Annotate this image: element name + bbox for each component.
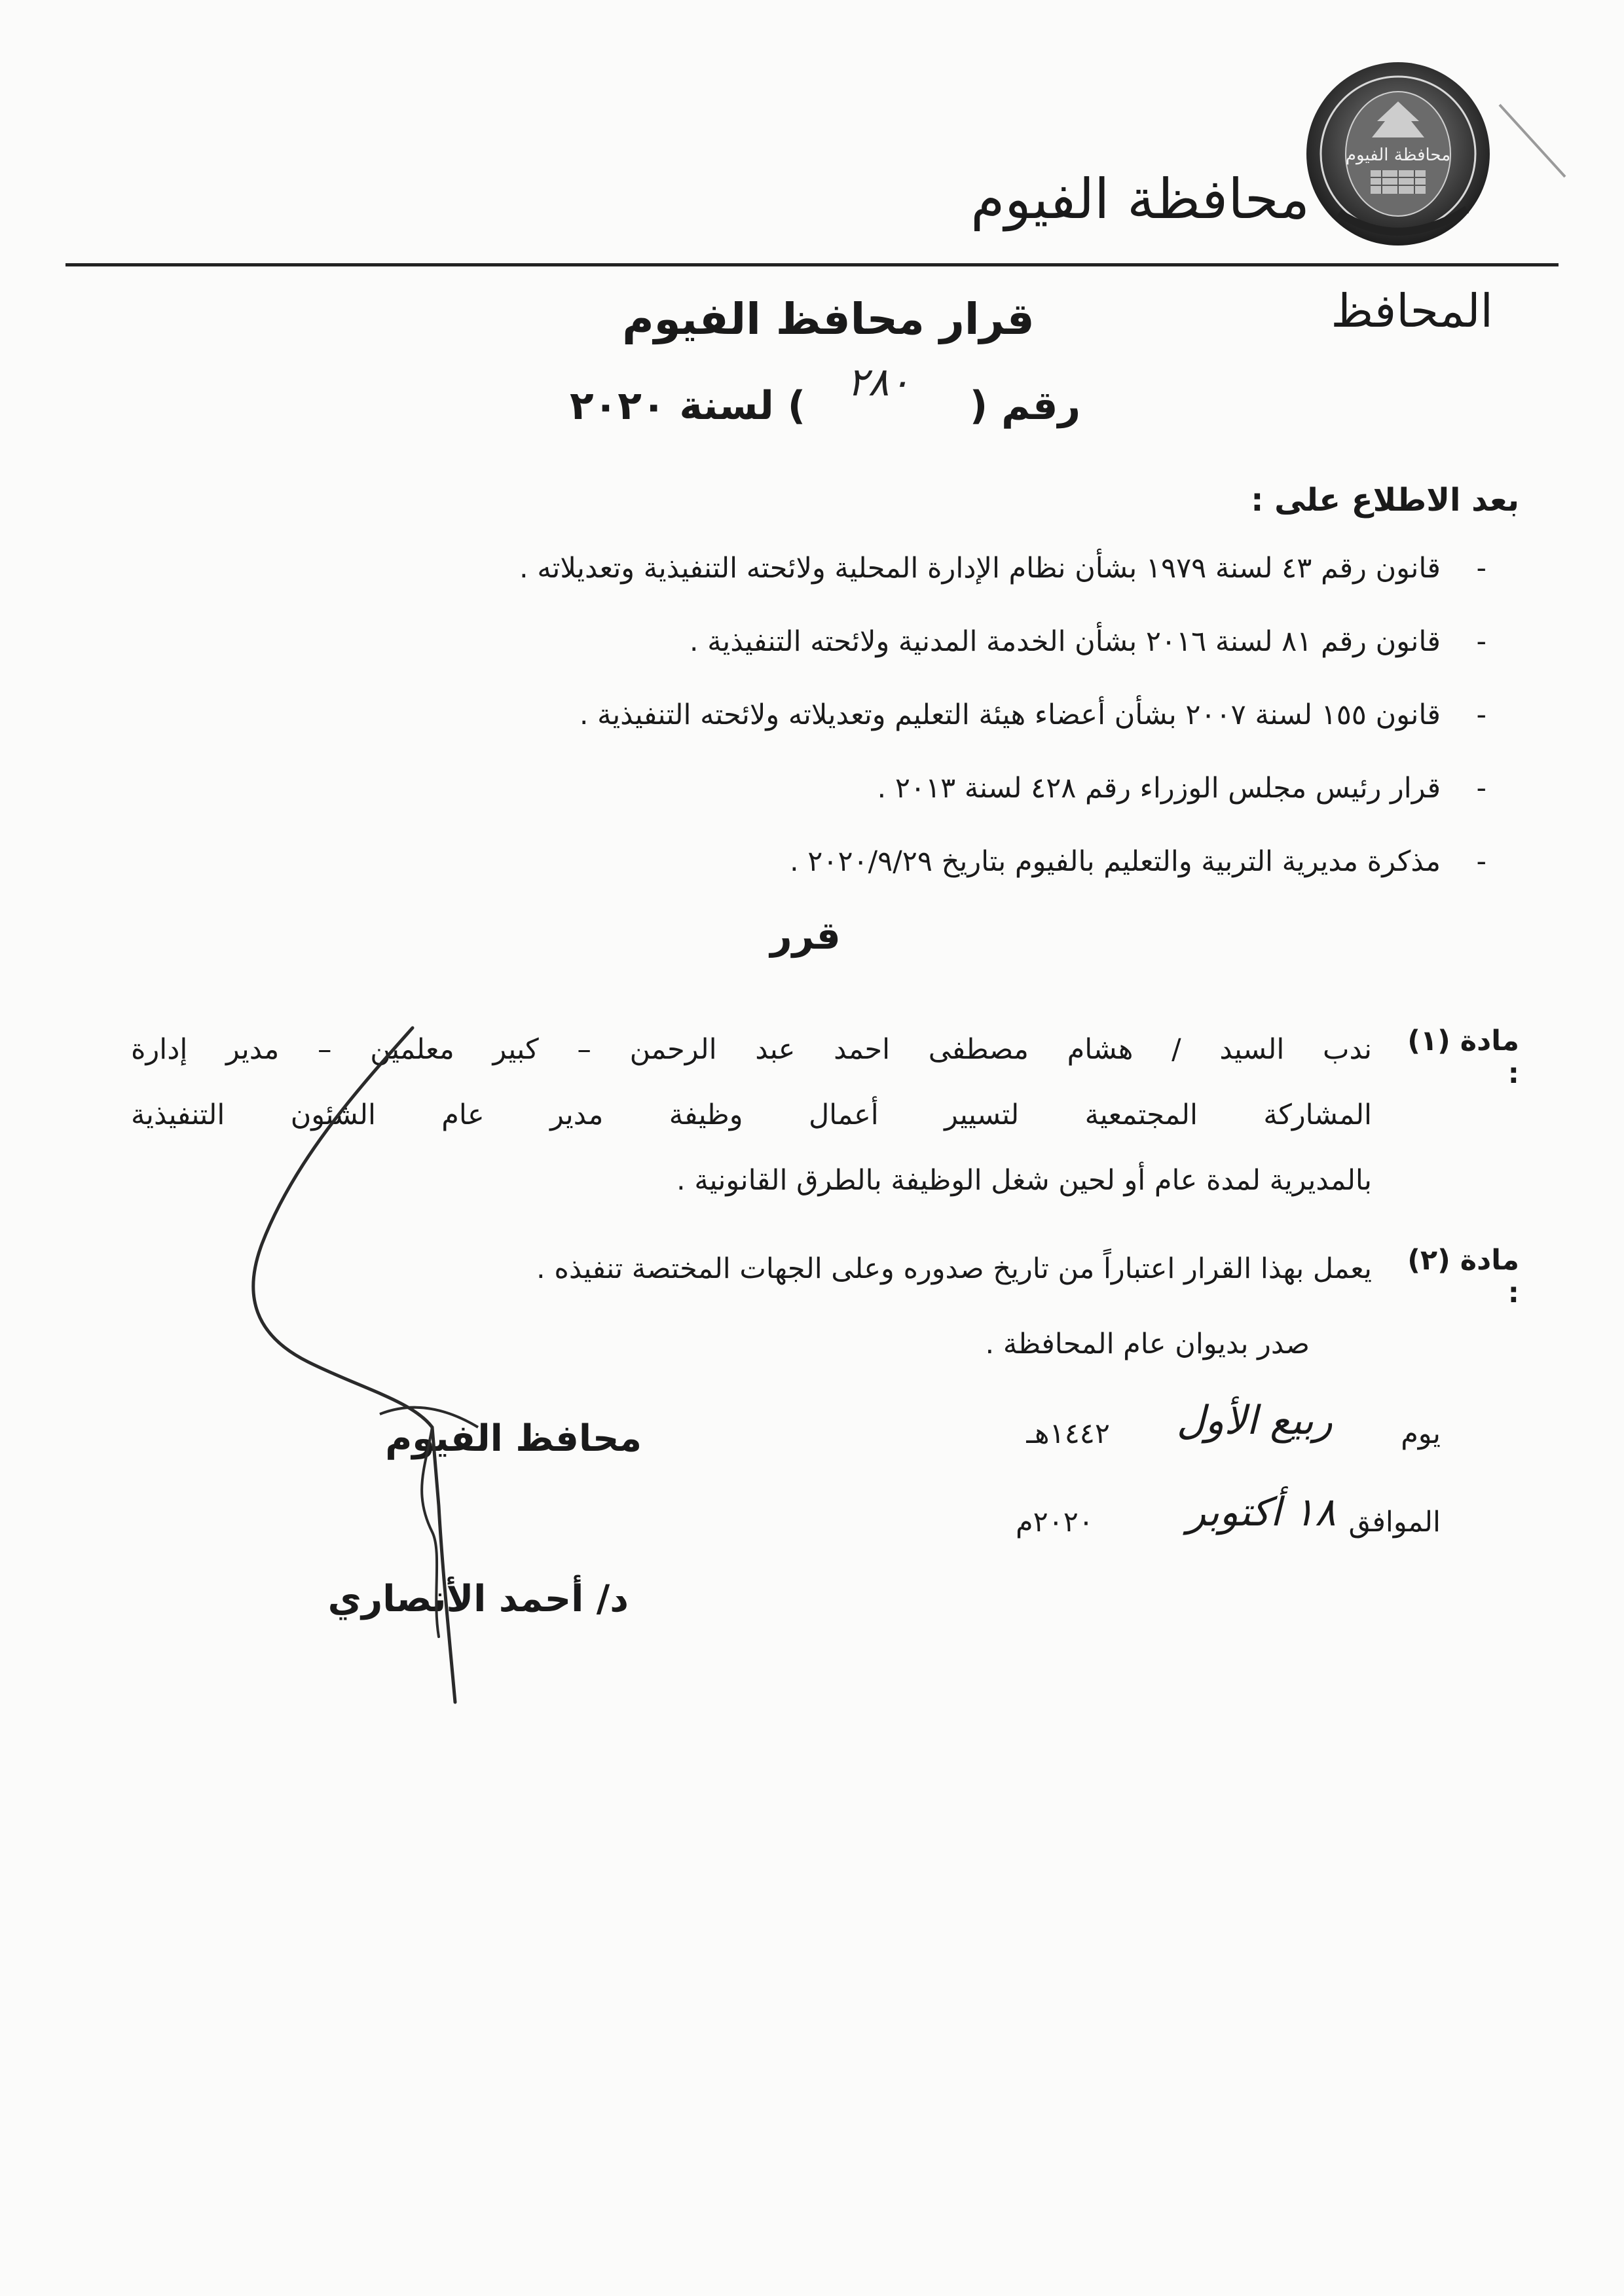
reference-text: قانون رقم ٨١ لسنة ٢٠١٦ بشأن الخدمة المدنية ولائحته التنفيذية . [689, 625, 1441, 658]
margin-pen-mark [1493, 98, 1572, 183]
issued-at: صدر بديوان عام المحافظة . [985, 1328, 1310, 1360]
hijri-handwritten: ربيع الأول [1176, 1398, 1333, 1444]
article-line: ندب السيد / هشام مصطفى احمد عبد الرحمن – كبير معلمين – مدير إدارة [131, 1033, 1372, 1066]
day-label: يوم [1401, 1417, 1441, 1450]
reference-list [236, 543, 1486, 910]
signatory-name: د/ أحمد الأنصاري [327, 1578, 629, 1620]
bullet-dash: - [1476, 772, 1486, 805]
reference-item [236, 763, 1486, 837]
office-label: المحافظ [1331, 284, 1493, 338]
reference-item [236, 837, 1486, 910]
gregorian-handwritten: ١٨ أكتوبر [1187, 1489, 1336, 1535]
signatory-title: محافظ الفيوم [385, 1417, 642, 1460]
governorate-seal [1300, 56, 1503, 252]
bullet-dash: - [1476, 625, 1486, 658]
gregorian-year: ٢٠٢٠م [1015, 1506, 1094, 1539]
reference-text: قرار رئيس مجلس الوزراء رقم ٤٢٨ لسنة ٢٠١٣ . [877, 772, 1441, 805]
handwritten-signature [216, 1008, 544, 1728]
decision-number-handwritten: ٢٨٠ [847, 359, 910, 405]
reference-item [236, 617, 1486, 690]
gregorian-date-line [969, 1486, 1441, 1552]
reference-text: قانون رقم ٤٣ لسنة ١٩٧٩ بشأن نظام الإدارة المحلية ولائحته التنفيذية وتعديلاته . [519, 552, 1441, 585]
bullet-dash: - [1476, 699, 1486, 731]
hijri-year: ١٤٤٢هـ [1026, 1417, 1110, 1450]
article-label: مادة (١) : [1407, 1025, 1519, 1090]
preamble-intro: بعد الاطلاع على : [1251, 482, 1519, 519]
article-line: المشاركة المجتمعية لتسيير أعمال وظيفة مدير عام الشئون التنفيذية [131, 1099, 1372, 1131]
organization-name: محافظة الفيوم [970, 167, 1310, 231]
reference-item [236, 690, 1486, 763]
reference-text: قانون ١٥٥ لسنة ٢٠٠٧ بشأن أعضاء هيئة التعليم وتعديلاته ولائحته التنفيذية . [579, 699, 1441, 731]
article-line: بالمديرية لمدة عام أو لحين شغل الوظيفة بالطرق القانونية . [676, 1164, 1372, 1197]
article-label: مادة (٢) : [1407, 1244, 1519, 1309]
decision-number [570, 359, 1080, 432]
decision-title: قرار محافظ الفيوم [622, 294, 1035, 344]
reference-text: مذكرة مديرية التربية والتعليم بالفيوم بتاريخ ٢٠٢٠/٩/٢٩ . [789, 845, 1441, 878]
decision-number-prefix: رقم ( [969, 383, 1080, 429]
seal-text: محافظة الفيوم [1345, 145, 1451, 165]
gregorian-label: الموافق [1348, 1506, 1441, 1539]
bullet-dash: - [1476, 845, 1486, 878]
article-line: يعمل بهذا القرار اعتباراً من تاريخ صدوره وعلى الجهات المختصة تنفيذه . [536, 1252, 1372, 1285]
decree-heading: قرر [770, 913, 841, 958]
header-divider [65, 263, 1559, 266]
bullet-dash: - [1476, 552, 1486, 585]
decision-number-year: ) لسنة ٢٠٢٠ [570, 383, 806, 429]
reference-item [236, 543, 1486, 617]
hijri-date-line [969, 1398, 1441, 1463]
